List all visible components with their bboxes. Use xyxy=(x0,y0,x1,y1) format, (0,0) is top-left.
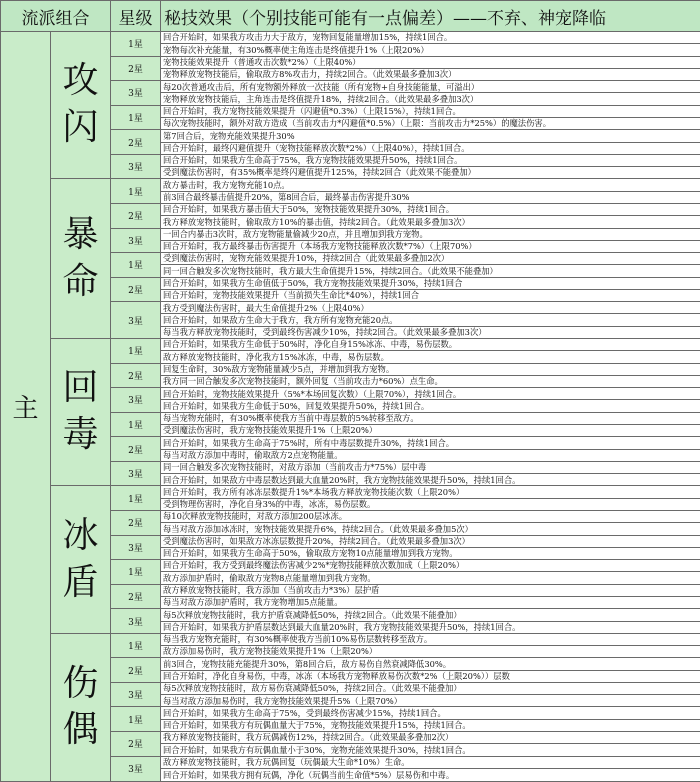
star-level-cell: 1星 xyxy=(111,560,161,585)
effect-text: 每当我方释放宠物技能时，受到最终伤害减少10%，持续2回合。（此效果最多叠加3次） xyxy=(161,326,700,338)
effect-text: 回合开始时，如果我方生命高于75%时，所有中毒层数提升30%，持续1回合。 xyxy=(161,437,700,449)
effect-text: 我方释放宠物技能时，偷取敌方10%的暴击值，持续2回合。（此效果最多叠加3次） xyxy=(161,216,700,228)
effect-text: 回复生命时，30%敌方宠物能量减少5点，并增加到我方宠物。 xyxy=(161,363,700,375)
effect-text: 每当宠物充能时，有30%概率使我方当前中毒层数的5%转移至敌方。 xyxy=(161,412,700,424)
effect-text: 回合开始时，我方受到最终魔法伤害减少2%*宠物技能释放次数加成（上限20%） xyxy=(161,560,700,572)
school-char: 闪 xyxy=(62,107,99,149)
effect-text: 前3回合最终暴击值提升20%，第8回合后，最终暴击伤害提升30% xyxy=(161,191,700,203)
star-level-cell: 2星 xyxy=(111,510,161,535)
star-level-cell: 3星 xyxy=(111,81,161,106)
effect-text: 回合开始时，如果我方有玩偶血量大于75%，宠物技能效果提升15%，持续1回合。 xyxy=(161,719,700,731)
effect-text: 第7回合后，宠物充能效果提升30% xyxy=(161,130,700,142)
effect-row xyxy=(1,486,700,498)
star-level-cell: 1星 xyxy=(111,339,161,364)
star-level-cell: 1星 xyxy=(111,633,161,658)
effect-text: 每5次释放宠物技能时，我方护盾衰减降低50%，持续2回合。（此效果不能叠加） xyxy=(161,609,700,621)
effect-text: 每当我方宠物充能时，有30%概率使我方当前10%易伤层数转移至敌方。 xyxy=(161,633,700,645)
effect-text: 回合开始时，如果我方拥有玩偶，净化（玩偶当前生命值*5%）层易伤和中毒。 xyxy=(161,768,700,781)
effect-text: 回合开始时，净化自身易伤，中毒，冰冻（本场我方宠物释放易伤次数*2%（上限20%））层数 xyxy=(161,670,700,682)
effect-text: 敌方添加易伤时，我方宠物技能效果提升1%（上限20%） xyxy=(161,646,700,658)
effect-text: 回合开始时，如果我方生命低于50%时，净化自身15%冰冻、中毒，易伤层数。 xyxy=(161,339,700,351)
effect-text: 回合开始时，如果我方暴击值大于50%，宠物技能效果提升30%，持续1回合。 xyxy=(161,203,700,215)
star-level-cell: 1星 xyxy=(111,32,161,57)
school-name-cell xyxy=(51,486,111,633)
star-level-cell: 3星 xyxy=(111,682,161,707)
star-level-cell: 3星 xyxy=(111,535,161,560)
star-level-cell: 1星 xyxy=(111,707,161,732)
school-char: 回 xyxy=(62,367,99,409)
effect-text: 每次宠物技能时，额外对敌方造成（当前攻击力*闪避值*0.5%）（上限：当前攻击力*25%）的魔法伤害。 xyxy=(161,117,700,129)
star-level-cell: 3星 xyxy=(111,228,161,253)
effect-text: 宠物技能效果提升（普通攻击次数*2%）（上限40%） xyxy=(161,56,700,68)
effect-text: 敌方释放宠物技能时，净化我方15%冰冻，中毒，易伤层数。 xyxy=(161,351,700,363)
effect-row xyxy=(1,339,700,351)
main-label: 主 xyxy=(1,32,51,782)
effect-text: 敌方添加护盾时，偷取敌方宠物8点能量增加到我方宠物。 xyxy=(161,572,700,584)
effect-text: 回合开始时，如果我方有玩偶血量小于30%，宠物充能效果提升30%，持续1回合。 xyxy=(161,744,700,756)
header-row xyxy=(1,1,700,32)
effect-text: 回合开始时，最终闪避值提升（宠物技能释放次数*2%）（上限40%），持续1回合。 xyxy=(161,142,700,154)
effect-text: 同一回合触发多次宠物技能时，对敌方添加（当前攻击力*75%）层中毒 xyxy=(161,461,700,473)
effect-text: 每20次普通攻击后，所有宠物额外释放一次技能（所有宠物+自身技能能量，可溢出） xyxy=(161,81,700,93)
star-level-cell: 2星 xyxy=(111,437,161,462)
school-char: 偶 xyxy=(62,709,99,751)
effect-text: 每当对敌方添加冰冻时，宠物技能效果提升6%，持续2回合。（此效果最多叠加5次） xyxy=(161,523,700,535)
effect-text: 受到魔法伤害时，宠物充能效果提升10%，持续2回合（此效果最多叠加2次） xyxy=(161,253,700,265)
effect-text: 回合开始时，如果我方生命高于75%，受到最终伤害减少15%，持续1回合。 xyxy=(161,707,700,719)
effect-text: 我方受到魔法伤害时，最大生命值提升2%（上限40%） xyxy=(161,302,700,314)
effect-text: 每10次释放宠物技能时，对敌方添加200层冰冻。 xyxy=(161,510,700,522)
effect-text: 我方释放宠物技能时，我方玩偶减伤12%，持续2回合。（此效果最多叠加2次） xyxy=(161,732,700,744)
star-level-cell: 2星 xyxy=(111,732,161,757)
effect-text: 回合开始时，如果我方生命值低于50%，我方宠物技能效果提升30%，持续1回合 xyxy=(161,277,700,289)
effect-text: 受到魔法伤害时，如果敌方冰冻层数提升20%，持续2回合。（此效果最多叠加3次） xyxy=(161,535,700,547)
header-secret-effect: 秘技效果（个别技能可能有一点偏差）——不弃、神宠降临 xyxy=(161,1,700,32)
effect-text: 回合开始时，如果敌方生命大于我方，我方所有宠物充能20点。 xyxy=(161,314,700,326)
school-name-cell xyxy=(51,179,111,339)
effect-text: 宠物每次补充能量，有30%概率使主角连击是终值提升1%（上限20%） xyxy=(161,44,700,56)
school-char: 攻 xyxy=(62,60,99,102)
star-level-cell: 2星 xyxy=(111,203,161,228)
star-level-cell: 3星 xyxy=(111,388,161,413)
school-char: 命 xyxy=(62,260,99,302)
effect-text: 受到物理伤害时，净化自身3%的中毒，冰冻，易伤层数。 xyxy=(161,498,700,510)
effect-text: 每5次释放宠物技能时，敌方易伤衰减降低50%，持续2回合。（此效果不能叠加） xyxy=(161,682,700,694)
school-char: 伤 xyxy=(62,662,99,704)
star-level-cell: 1星 xyxy=(111,412,161,437)
star-level-cell: 3星 xyxy=(111,302,161,339)
effect-text: 宠物释放宠物技能后，主角连击是终值提升18%，持续2回合。（此效果最多叠加3次） xyxy=(161,93,700,105)
star-level-cell: 3星 xyxy=(111,756,161,781)
star-level-cell: 3星 xyxy=(111,609,161,634)
school-char: 暴 xyxy=(62,213,99,255)
effect-row xyxy=(1,179,700,191)
effect-row xyxy=(1,633,700,645)
school-char: 冰 xyxy=(62,514,99,556)
effect-text: 受到魔法伤害时，有35%概率是终闪避值提升125%，持续2回合（此效果不能叠加） xyxy=(161,167,700,179)
effect-text: 我方同一回合触发多次宠物技能时，额外回复（当前攻击力*60%）点生命。 xyxy=(161,375,700,387)
star-level-cell: 2星 xyxy=(111,658,161,683)
star-level-cell: 1星 xyxy=(111,253,161,278)
effect-text: 回合开始时，如果我方生命高于50%，偷取敌方宠物10点能量增加到我方宠物。 xyxy=(161,547,700,559)
star-level-cell: 1星 xyxy=(111,105,161,130)
effect-text: 敌方释放宠物技能时，我方添加（当前攻击力*3%）层护盾 xyxy=(161,584,700,596)
effect-text: 一回合内暴击3次时，敌方宠物能量偷减少20点，并且增加到我方宠物。 xyxy=(161,228,700,240)
star-level-cell: 2星 xyxy=(111,56,161,81)
star-level-cell: 2星 xyxy=(111,277,161,302)
effect-text: 回合开始时，我方所有冰冻层数提升1%*本场我方释放宠物技能次数（上限20%） xyxy=(161,486,700,498)
star-level-cell: 2星 xyxy=(111,584,161,609)
effect-text: 回合开始时，如果我方生命高于75%，我方宠物技能效果提升50%，持续1回合。 xyxy=(161,154,700,166)
effect-text: 敌方暴击时，我方宠物充能10点。 xyxy=(161,179,700,191)
school-char: 毒 xyxy=(62,414,99,456)
effect-text: 同一回合触发多次宠物技能时，我方最大生命值提升15%，持续2回合。（此效果不能叠加） xyxy=(161,265,700,277)
star-level-cell: 1星 xyxy=(111,486,161,511)
star-level-cell: 2星 xyxy=(111,363,161,388)
effect-text: 回合开始时，如果敌方中毒层数达到最大血量20%时，我方宠物技能效果提升50%，持续1回合。 xyxy=(161,474,700,486)
star-level-cell: 3星 xyxy=(111,461,161,486)
school-name-cell xyxy=(51,633,111,781)
effect-text: 回合开始时，如果我方生命低于50%，回复效果提升50%，持续1回合。 xyxy=(161,400,700,412)
effect-text: 回合开始时，宠物技能效果提升（当前损失生命比*40%），持续1回合 xyxy=(161,289,700,301)
effect-text: 回合开始时，宠物技能效果提升（5%*本场回复次数）（上限70%），持续1回合。 xyxy=(161,388,700,400)
effect-text: 每当对敌方添加易伤时，我方宠物技能效果提升5%（上限70%） xyxy=(161,695,700,707)
effect-text: 每当对敌方添加中毒时，偷取敌方2点宠物能量。 xyxy=(161,449,700,461)
header-school-combo: 流派组合 xyxy=(1,1,111,32)
school-char: 盾 xyxy=(62,561,99,603)
effect-text: 回合开始时，如果我方攻击力大于敌方，宠物回复能量增加15%，持续1回合。 xyxy=(161,32,700,44)
school-name-cell xyxy=(51,339,111,486)
header-star-level: 星级 xyxy=(111,1,161,32)
effect-text: 回合开始时，我方最终暴击伤害提升（本场我方宠物技能释放次数*7%）（上限70%） xyxy=(161,240,700,252)
effect-text: 前3回合，宠物技能充能提升30%，第8回合后，敌方易伤自然衰减降低30%。 xyxy=(161,658,700,670)
star-level-cell: 2星 xyxy=(111,130,161,155)
star-level-cell: 3星 xyxy=(111,154,161,179)
school-name-cell xyxy=(51,32,111,179)
effect-text: 受到魔法伤害时，我方宠物技能效果提升1%（上限20%） xyxy=(161,425,700,437)
effect-text: 每当对敌方添加护盾时，我方宠物增加5点能量。 xyxy=(161,596,700,608)
star-level-cell: 1星 xyxy=(111,179,161,204)
effect-row xyxy=(1,32,700,44)
effect-text: 回合开始时，我方宠物技能效果提升（闪避值*0.3%）（上限15%），持续1回合。 xyxy=(161,105,700,117)
effect-text: 宠物释放宠物技能后，偷取敌方8%攻击力，持续2回合。（此效果最多叠加3次） xyxy=(161,68,700,80)
effect-text: 回合开始时，如果我方护盾层数达到最大血量20%时，我方宠物技能效果提升50%，持续1回合。 xyxy=(161,621,700,633)
effect-text: 敌方释放宠物技能时，我方玩偶回复（玩偶最大生命*10%）生命。 xyxy=(161,756,700,768)
